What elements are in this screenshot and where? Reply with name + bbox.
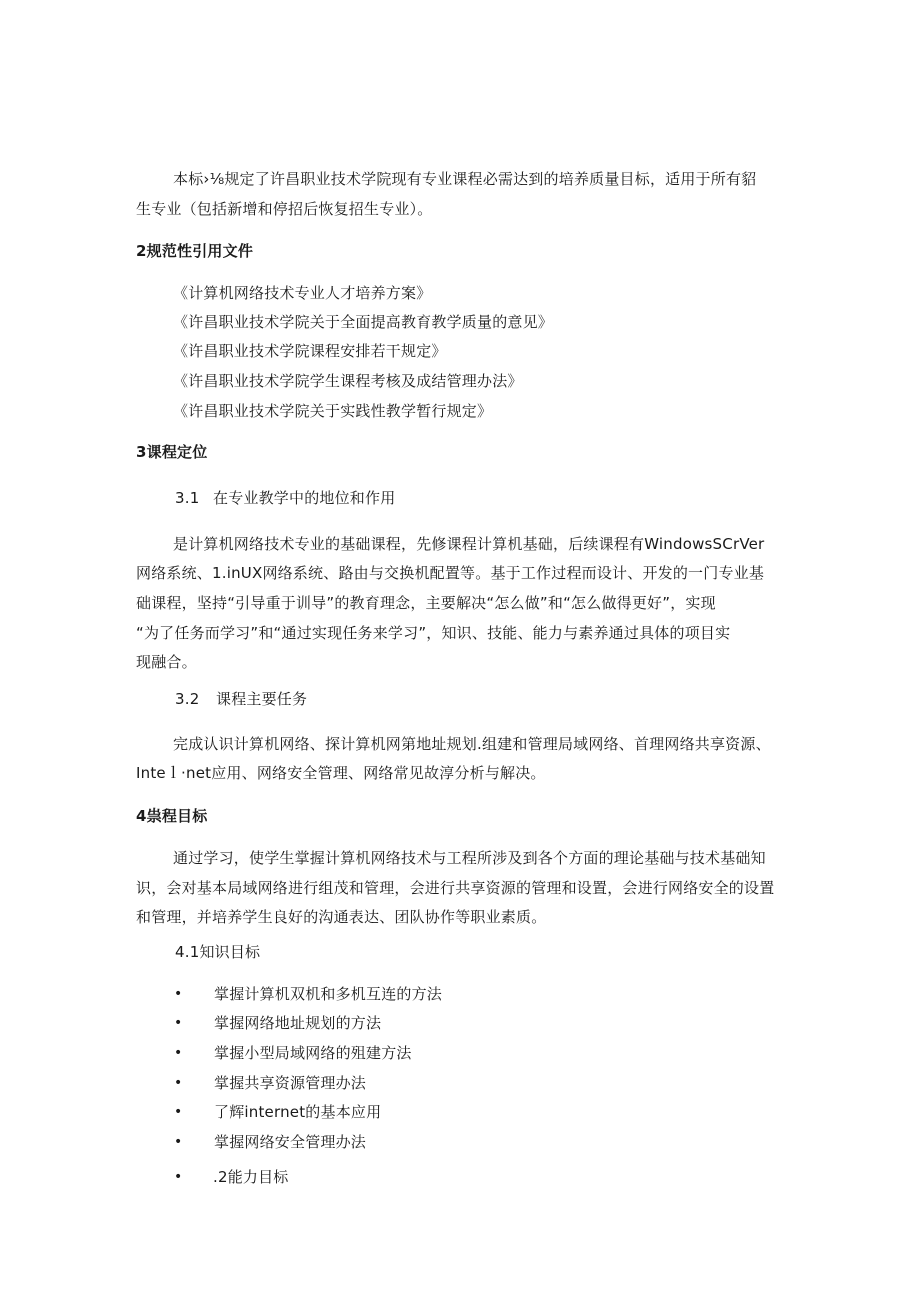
bullet-marker: • — [174, 1104, 183, 1120]
reference-item: 《计算机网络技术专业人才培养方案》 — [173, 284, 432, 302]
subsection-3-1-number: 3.1 — [175, 489, 200, 507]
paragraph-3-1-line-2: 网络系统、1.inUX网络系统、路由与交换机配置等。基于工作过程而设计、开发的一门专业基 — [136, 564, 765, 582]
knowledge-item: 掌握共享资源管理办法 — [214, 1074, 367, 1092]
paragraph-4-line-3: 和管理，并培养学生良好的沟通表达、团队协作等职业素质。 — [136, 908, 547, 926]
subsection-3-2-number: 3.2 — [175, 690, 200, 708]
bullet-marker: • — [174, 1075, 183, 1091]
paragraph-3-1-line-1: 是计算机网络技术专业的基础课程，先修课程计算机基础，后续课程有WindowsSCrVer — [173, 535, 765, 553]
reference-item: 《许昌职业技术学院关于全面提高教育教学质量的意见》 — [173, 313, 554, 331]
subsection-4-2-title: .2能力目标 — [213, 1168, 289, 1186]
scope-line-1: 本标›⅛规定了许昌职业技术学院现有专业课程必需达到的培养质量目标，适用于所有貂 — [173, 170, 757, 188]
bullet-marker: • — [174, 1134, 183, 1150]
bullet-marker: • — [174, 1015, 183, 1031]
section-2-heading: 2规范性引用文件 — [136, 242, 254, 260]
section-3-heading: 3课程定位 — [136, 443, 208, 461]
knowledge-item: 掌握小型局域网络的殂建方法 — [214, 1044, 412, 1062]
paragraph-3-1-line-5: 现融合。 — [136, 653, 197, 671]
reference-item: 《许昌职业技术学院课程安排若干规定》 — [173, 342, 447, 360]
knowledge-item: 掌握网络地址规划的方法 — [214, 1014, 382, 1032]
paragraph-3-2-line-2: Inteｌ·net应用、网络安全管理、网络常见故淳分析与解决。 — [136, 764, 546, 782]
paragraph-3-1-line-3: 础课程，坚持“引导重于训导”的教育理念，主要解决“怎么做”和“怎么做得更好”，实现 — [136, 594, 716, 612]
subsection-3-1-title: 在专业教学中的地位和作用 — [213, 489, 396, 507]
knowledge-item: 掌握计算机双机和多机互连的方法 — [214, 985, 443, 1003]
bullet-marker: • — [174, 986, 183, 1002]
knowledge-item: 掌握网络安全管理办法 — [214, 1133, 367, 1151]
subsection-4-1-title: 4.1知识目标 — [175, 943, 261, 961]
paragraph-4-line-2: 识，会对基本局域网络进行组茂和管理，会进行共享资源的管理和设置，会进行网络安全的设置 — [136, 879, 775, 897]
knowledge-item: 了辉internet的基本应用 — [214, 1103, 382, 1121]
reference-item: 《许昌职业技术学院学生课程考核及成结管理办法》 — [173, 372, 523, 390]
section-4-heading: 4祟程目标 — [136, 807, 208, 825]
paragraph-3-2-line-1: 完成认识计算机网络、探计算机网第地址规划.组建和管理局域网络、首理网络共享资源、 — [173, 735, 771, 753]
paragraph-3-1-line-4: “为了任务而学习”和“通过实现任务来学习”，知识、技能、能力与素养通过具体的项目实 — [136, 624, 731, 642]
bullet-marker: • — [174, 1169, 183, 1185]
reference-item: 《许昌职业技术学院关于实践性教学暂行规定》 — [173, 402, 493, 420]
bullet-marker: • — [174, 1045, 183, 1061]
scope-line-2: 生专业（包括新增和停招后恢复招生专业）。 — [136, 200, 433, 218]
paragraph-4-line-1: 通过学习，使学生掌握计算机网络技术与工程所涉及到各个方面的理论基础与技术基础知 — [173, 849, 766, 867]
subsection-3-2-title: 课程主要任务 — [216, 690, 308, 708]
